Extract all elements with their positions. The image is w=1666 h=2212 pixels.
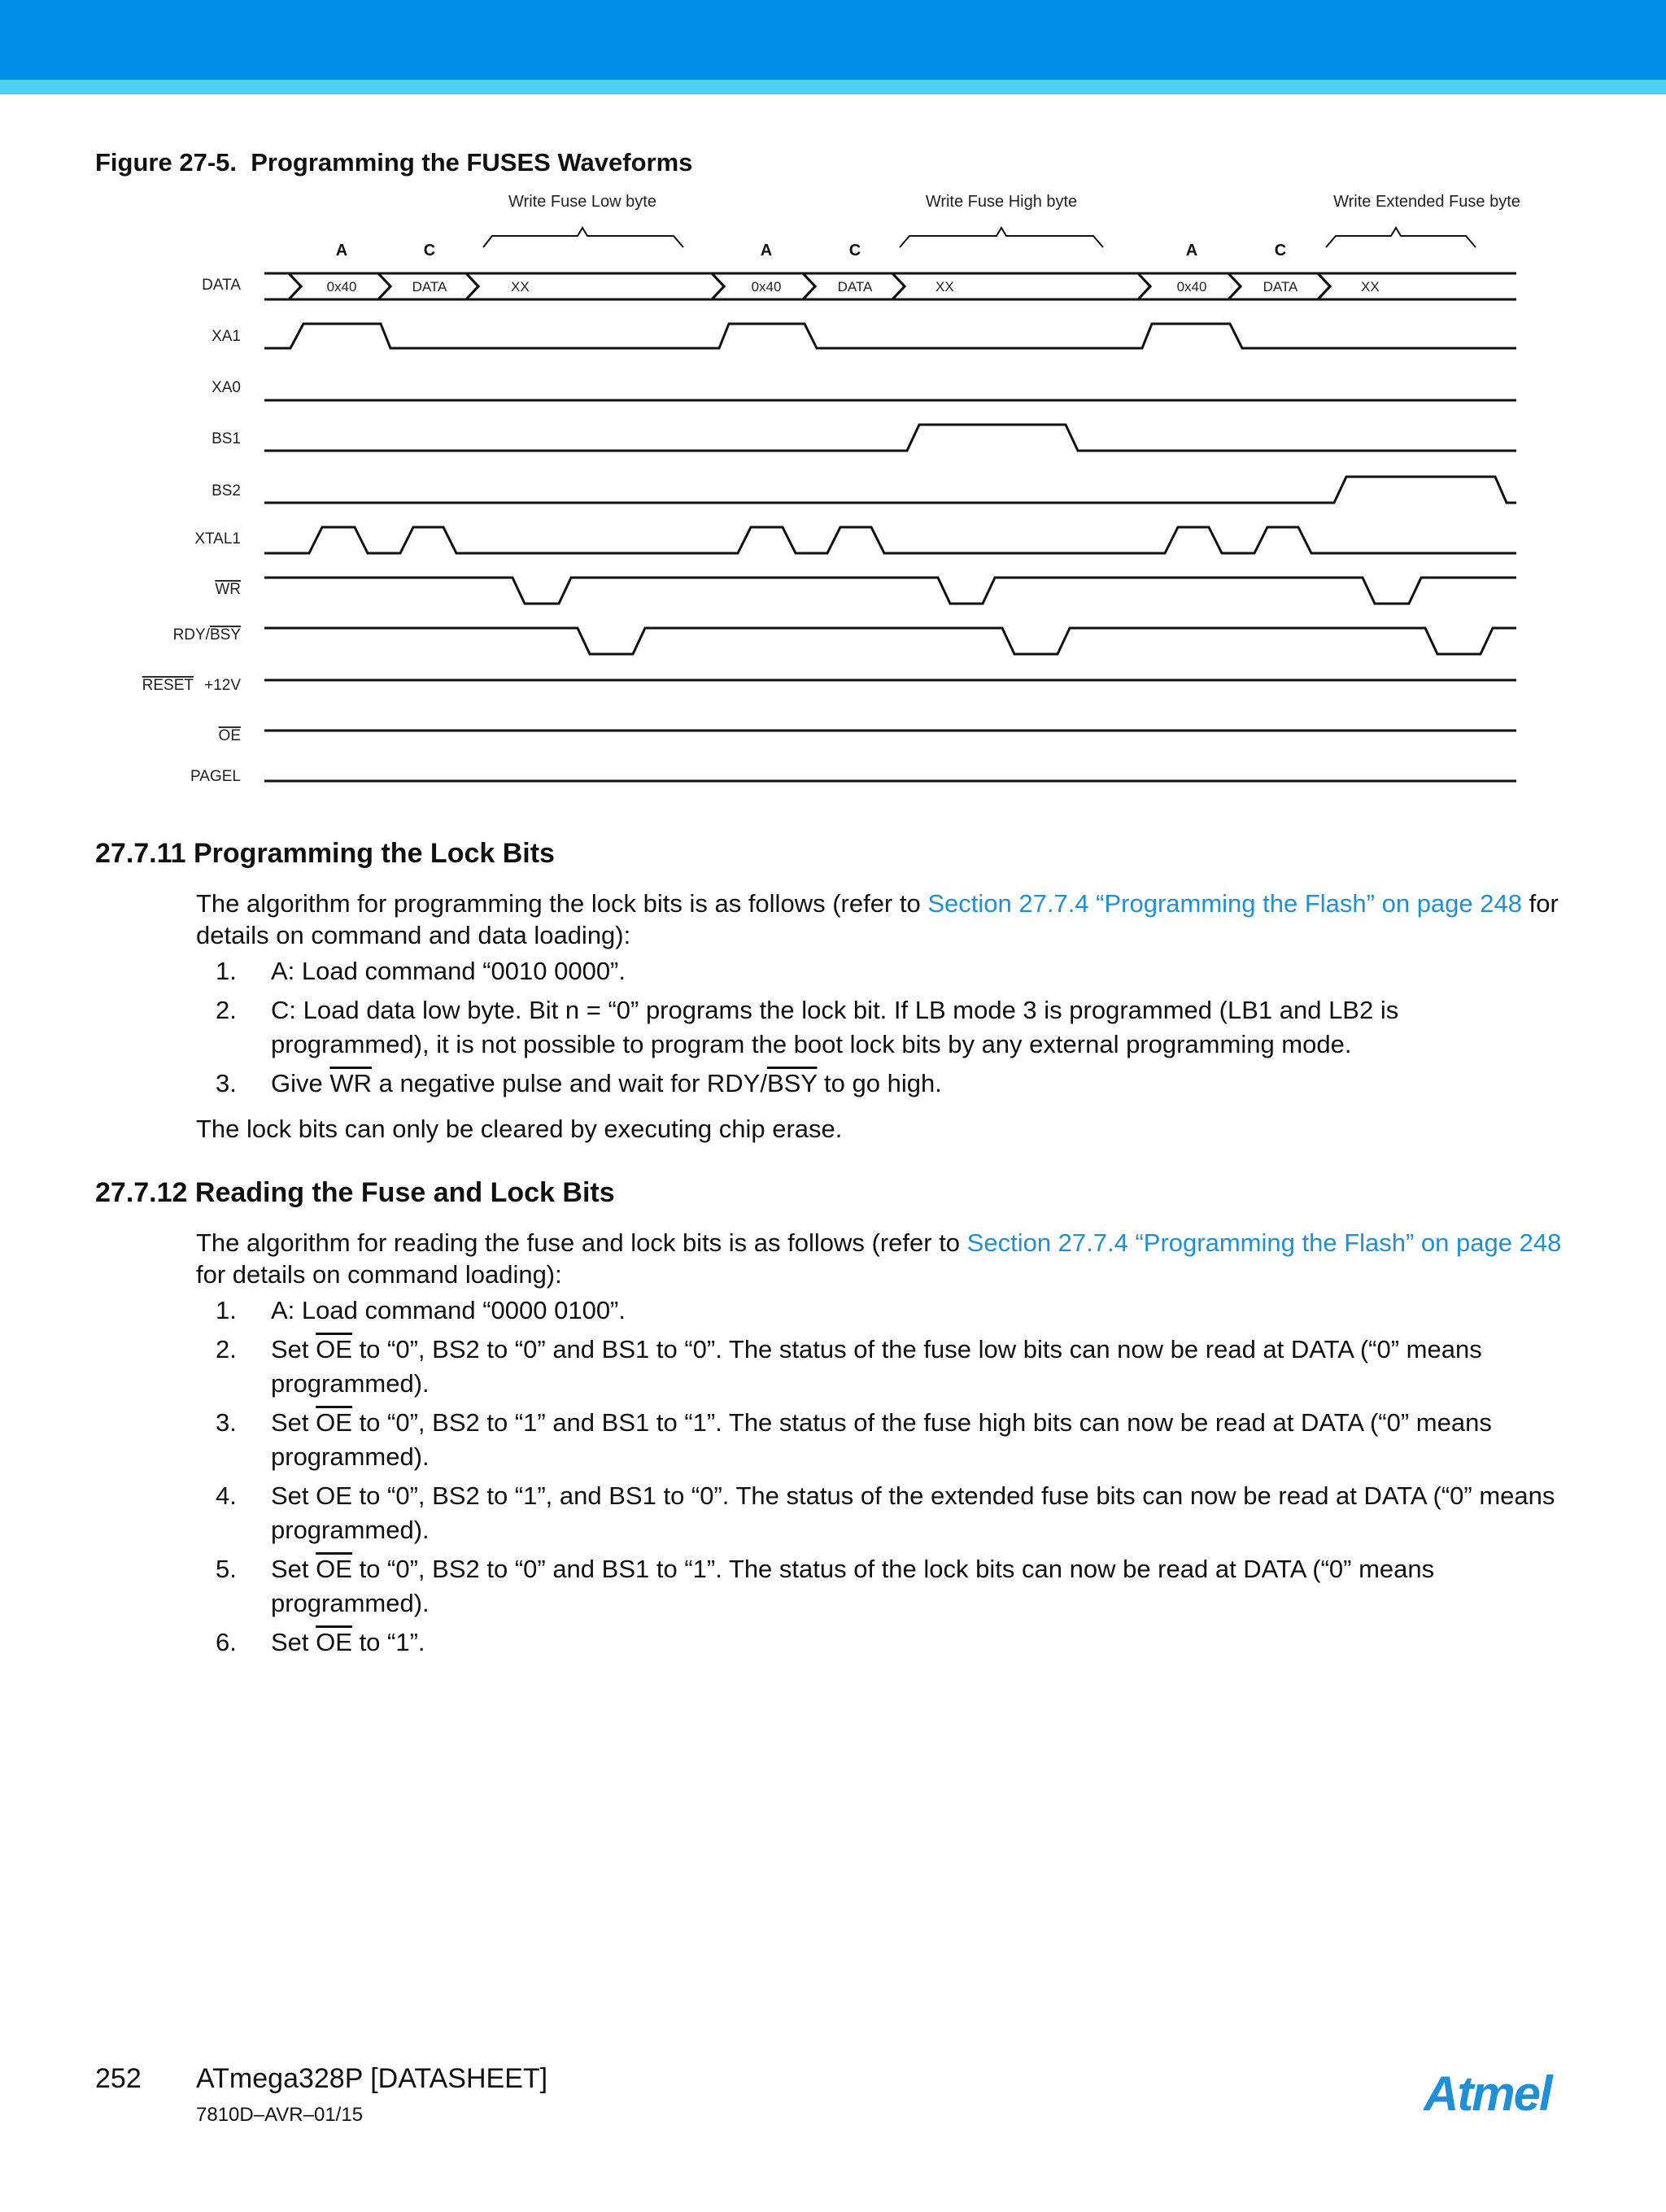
signal-wave-bs1 bbox=[264, 425, 1516, 451]
list-item-text-middle: a negative pulse and wait for RDY/ bbox=[372, 1069, 767, 1097]
data-box-xx-3: XX bbox=[1361, 279, 1380, 294]
oe-signal-name: $\overline{OE}$ bbox=[316, 1555, 352, 1583]
list-item-number: 3. bbox=[216, 1408, 237, 1437]
signal-label-xa1: XA1 bbox=[212, 328, 241, 345]
list-item bbox=[196, 1625, 1563, 1660]
list-item-text bbox=[271, 1408, 1492, 1471]
header-band-strip bbox=[0, 80, 1666, 94]
figure-caption: Figure 27-5. Programming the FUSES Waveforms bbox=[95, 148, 693, 177]
list-item bbox=[196, 1552, 1563, 1621]
section1-outro: The lock bits can only be cleared by executing chip erase. bbox=[196, 1115, 843, 1143]
list-item bbox=[196, 993, 1563, 1062]
list-item-number: 2. bbox=[216, 1335, 237, 1363]
oe-signal-name: $\overline{OE}$ bbox=[316, 1408, 352, 1437]
header-band bbox=[0, 0, 1666, 80]
list-item bbox=[196, 954, 1563, 988]
list-item-text bbox=[271, 1069, 942, 1097]
data-box-xx-2: XX bbox=[935, 279, 954, 294]
section1-steps bbox=[196, 954, 1563, 1106]
section1-intro-text-end: for details on command and data loading): bbox=[196, 889, 1559, 949]
signal-label-rdy: RDY/ bbox=[172, 626, 210, 644]
phase-a-3: A bbox=[1185, 242, 1198, 260]
list-item-number: 6. bbox=[216, 1628, 237, 1656]
signal-label-oe: OE bbox=[218, 727, 241, 744]
list-item-text: A: Load command “0000 0100”. bbox=[271, 1296, 626, 1324]
list-item bbox=[196, 1067, 1563, 1101]
bsy-signal-name: $\overline{BSY}$ bbox=[766, 1069, 818, 1097]
section2-intro bbox=[196, 1227, 1563, 1290]
signal-label-xa0: XA0 bbox=[212, 379, 241, 396]
section1-intro bbox=[196, 888, 1563, 951]
document-title: ATmega328P [DATASHEET] bbox=[196, 2063, 548, 2094]
list-item-text bbox=[271, 1335, 1482, 1398]
group-label-high: Write Fuse High byte bbox=[925, 193, 1078, 211]
header-band-main bbox=[0, 0, 1666, 80]
document-code: 7810D–AVR–01/15 bbox=[196, 2104, 364, 2126]
signal-label-reset: RESET bbox=[142, 677, 194, 694]
wr-signal-name: $\overline{WR}$ bbox=[329, 1069, 373, 1097]
signal-label-wr: WR bbox=[215, 581, 241, 598]
section2-steps bbox=[196, 1294, 1563, 1664]
data-box-addr-3: 0x40 bbox=[1176, 279, 1207, 294]
signal-label-bsy: BSY bbox=[209, 626, 241, 644]
list-item-text-start: Set bbox=[271, 1628, 316, 1656]
list-item-text bbox=[271, 1628, 425, 1656]
list-item-text-start: Give bbox=[271, 1069, 330, 1097]
section2-intro-link[interactable]: Section 27.7.4 “Programming the Flash” on page 248 bbox=[966, 1228, 1562, 1257]
signal-wave-xtal1 bbox=[264, 527, 1516, 553]
section-heading-lock-bits: 27.7.11 Programming the Lock Bits bbox=[95, 838, 555, 869]
list-item-text-end: to “1”. bbox=[351, 1628, 425, 1656]
signal-label-data: DATA bbox=[202, 277, 241, 294]
list-item-text-end: to “0”, BS2 to “0” and BS1 to “1”. The status of the lock bits can now be read at DATA (“0” means programmed). bbox=[271, 1555, 1435, 1617]
atmel-logo-text: Atmel bbox=[1424, 2066, 1551, 2121]
group-label-low: Write Fuse Low byte bbox=[508, 193, 656, 211]
signal-label-bs1: BS1 bbox=[212, 430, 241, 447]
oe-signal-name: $\overline{OE}$ bbox=[316, 1628, 352, 1656]
signal-label-xtal1: XTAL1 bbox=[194, 530, 241, 548]
group-bracket-low bbox=[483, 193, 683, 247]
phase-c-3: C bbox=[1274, 242, 1287, 260]
list-item-number: 2. bbox=[216, 996, 237, 1024]
list-item-text: A: Load command “0010 0000”. bbox=[271, 957, 626, 985]
data-box-addr-2: 0x40 bbox=[751, 279, 782, 294]
list-item-text: C: Load data low byte. Bit n = “0” programs the lock bit. If LB mode 3 is programmed (LB1 and LB2 is programmed), it is not possible to program the boot lock bits by any external programming mode. bbox=[271, 996, 1399, 1058]
phase-c-1: C bbox=[423, 242, 436, 260]
list-item-number: 5. bbox=[216, 1555, 237, 1583]
phase-c-2: C bbox=[848, 242, 861, 260]
signal-label-bs2: BS2 bbox=[212, 482, 241, 500]
data-box-xx-1: XX bbox=[511, 279, 530, 294]
data-box-addr-1: 0x40 bbox=[326, 279, 357, 294]
data-box-data-2: DATA bbox=[837, 279, 873, 294]
list-item-number: 4. bbox=[216, 1481, 237, 1510]
signal-wave-rdy-bsy bbox=[264, 628, 1516, 654]
list-item-text-end: to “0”, BS2 to “1” and BS1 to “1”. The status of the fuse high bits can now be read at DATA (“0” means programmed). bbox=[271, 1408, 1492, 1471]
section1-intro-text: The algorithm for programming the lock bits is as follows (refer to bbox=[196, 889, 928, 918]
signal-label-reset-voltage: +12V bbox=[204, 677, 241, 694]
list-item-text-start: Set bbox=[271, 1335, 316, 1363]
list-item-text-end: to go high. bbox=[817, 1069, 942, 1097]
section2-intro-text: The algorithm for reading the fuse and lock bits is as follows (refer to bbox=[196, 1228, 967, 1257]
signal-wave-bs2 bbox=[264, 477, 1516, 503]
list-item bbox=[196, 1479, 1563, 1547]
data-box-data-3: DATA bbox=[1263, 279, 1298, 294]
signal-wave-xa1 bbox=[264, 324, 1516, 348]
atmel-logo bbox=[1424, 2066, 1578, 2123]
data-box-data-1: DATA bbox=[412, 279, 447, 294]
section2-intro-text-end: for details on command loading): bbox=[196, 1260, 562, 1289]
list-item bbox=[196, 1333, 1563, 1401]
phase-a-2: A bbox=[760, 242, 773, 260]
list-item-number: 3. bbox=[216, 1069, 237, 1097]
list-item-text-start: Set bbox=[271, 1408, 316, 1437]
list-item-text: Set OE to “0”, BS2 to “1”, and BS1 to “0”. The status of the extended fuse bits can now be read at DATA (“0” means programmed). bbox=[271, 1481, 1555, 1544]
group-bracket-high bbox=[900, 193, 1103, 247]
list-item-number: 1. bbox=[216, 957, 237, 985]
section-heading-reading-fuse: 27.7.12 Reading the Fuse and Lock Bits bbox=[95, 1177, 615, 1208]
phase-a-1: A bbox=[335, 242, 348, 260]
signal-wave-wr bbox=[264, 578, 1516, 604]
signal-label-rdy-bsy bbox=[173, 626, 242, 644]
list-item bbox=[196, 1294, 1563, 1328]
signal-label-pagel: PAGEL bbox=[190, 768, 241, 785]
timing-diagram bbox=[0, 187, 1666, 805]
section1-intro-link[interactable]: Section 27.7.4 “Programming the Flash” on page 248 bbox=[927, 889, 1522, 918]
page-number: 252 bbox=[95, 2063, 142, 2094]
oe-signal-name: $\overline{OE}$ bbox=[316, 1335, 352, 1363]
list-item-number: 1. bbox=[216, 1296, 237, 1324]
list-item bbox=[196, 1406, 1563, 1474]
list-item-text-start: Set bbox=[271, 1555, 316, 1583]
group-label-extended: Write Extended Fuse byte bbox=[1333, 193, 1520, 211]
list-item-text-end: to “0”, BS2 to “0” and BS1 to “0”. The status of the fuse low bits can now be read at DATA (“0” means programmed). bbox=[271, 1335, 1482, 1398]
signal-wave-data bbox=[264, 273, 1516, 299]
list-item-text bbox=[271, 1555, 1434, 1617]
group-bracket-extended bbox=[1326, 193, 1520, 247]
